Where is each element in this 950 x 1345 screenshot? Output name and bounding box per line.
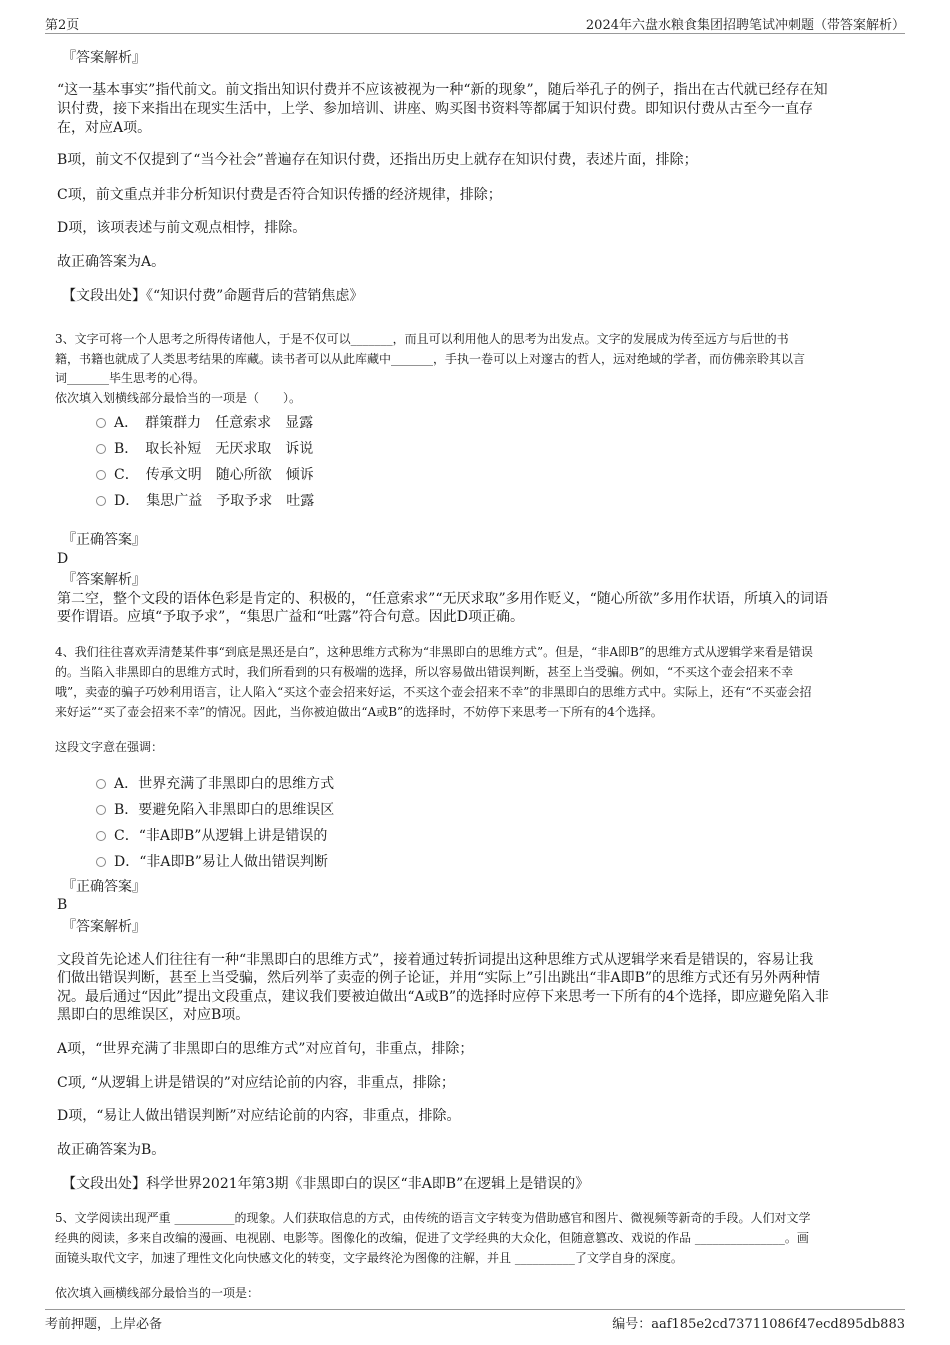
radio-icon[interactable]: [96, 805, 106, 815]
q3-analysis-line: 第二空，整个文段的语体色彩是肯定的、积极的，“任意索求”“无厌求取”多用作贬义，“随心所欲”多用作状语，所填入的词语: [57, 591, 828, 607]
q5-stem-line: 面镜头取代文字，加速了理性文化向快感文化的转变，文字最终沦为图像的注解，并且 __________了文学自身的深度。: [55, 1251, 683, 1265]
q4-option-a[interactable]: A．世界充满了非黑即白的思维方式: [96, 773, 334, 793]
radio-icon[interactable]: [96, 831, 106, 841]
q4-answer-label: 『正确答案』: [62, 879, 146, 895]
footer-slogan: 考前押题，上岸必备: [45, 1317, 163, 1332]
q4-stem-line: 来好运”“买了壶会招来不幸”的情况。因此，当你被迫做出“A或B”的选择时，不妨停下来思考一下所有的4个选择。: [55, 705, 663, 719]
radio-icon[interactable]: [96, 418, 106, 428]
q4-analysis-line: 黑即白的思维误区，对应B项。: [57, 1007, 250, 1023]
header-divider: [45, 33, 905, 34]
radio-icon[interactable]: [96, 857, 106, 867]
q4-option-c[interactable]: C．“非A即B”从逻辑上讲是错误的: [96, 825, 327, 845]
q4-source: 【文段出处】科学世界2021年第3期《非黑即白的误区“非A即B”在逻辑上是错误的》: [62, 1176, 590, 1192]
q4-analysis-label: 『答案解析』: [62, 919, 146, 935]
page-number: 第2页: [45, 18, 80, 33]
q2-option-d-note: D项，该项表述与前文观点相悖，排除。: [57, 220, 307, 236]
q3-analysis-label: 『答案解析』: [62, 572, 146, 588]
q3-stem-line: 词_______毕生思考的心得。: [55, 371, 206, 385]
q3-analysis-line: 要作谓语。应填“予取予求”，“集思广益和“吐露”符合句意。因此D项正确。: [57, 609, 525, 625]
q4-answer: B: [57, 897, 68, 913]
q4-conclusion: 故正确答案为B。: [57, 1142, 166, 1158]
radio-icon[interactable]: [96, 496, 106, 506]
q3-answer: D: [57, 551, 69, 567]
q3-option-d[interactable]: D． 集思广益 予取予求 吐露: [96, 490, 314, 510]
q3-stem-line: 籍，书籍也就成了人类思考结果的库藏。读书者可以从此库藏中_______，手执一卷可以上对邃古的哲人，远对绝域的学者，而仿佛亲聆其以言: [55, 352, 806, 366]
q3-answer-label: 『正确答案』: [62, 532, 146, 548]
q4-option-c-note: C项, “从逻辑上讲是错误的”对应结论前的内容，非重点，排除；: [57, 1075, 455, 1091]
q2-option-b-note: B项，前文不仅提到了“当今社会”普遍存在知识付费，还指出历史上就存在知识付费，表述片面，排除；: [57, 152, 698, 168]
q4-option-a-note: A项，“世界充满了非黑即白的思维方式”对应首句，非重点，排除；: [57, 1041, 474, 1057]
q2-analysis-line: 在，对应A项。: [57, 120, 152, 136]
q2-analysis-line: “这一基本事实”指代前文。前文指出知识付费并不应该被视为一种“新的现象”，随后举孔子的例子，指出在古代就已经存在知: [57, 82, 828, 98]
q4-prompt: 这段文字意在强调：: [55, 740, 164, 754]
q3-option-b[interactable]: B． 取长补短 无厌求取 诉说: [96, 438, 313, 458]
q2-analysis-label: 『答案解析』: [62, 50, 146, 66]
q4-analysis-line: 文段首先论述人们往往有一种“非黑即白的思维方式”，接着通过转折词提出这种思维方式从逻辑学来看是错误的，容易让我: [57, 952, 814, 968]
q2-conclusion: 故正确答案为A。: [57, 254, 166, 270]
q4-analysis-line: 况。最后通过“因此”提出文段重点，建议我们要被迫做出“A或B”的选择时应停下来思考一下所有的4个选择，即应避免陷入非: [57, 989, 829, 1005]
radio-icon[interactable]: [96, 444, 106, 454]
q3-stem-line: 3、文字可将一个人思考之所得传诸他人，于是不仅可以_______，而且可以利用他人的思考为出发点。文字的发展成为传至远方与后世的书: [55, 332, 789, 346]
q2-analysis-line: 识付费，接下来指出在现实生活中，上学、参加培训、讲座、购买图书资料等都属于知识付费。即知识付费从古至今一直存: [57, 101, 813, 117]
radio-icon[interactable]: [96, 779, 106, 789]
q5-prompt: 依次填入画横线部分最恰当的一项是：: [55, 1286, 260, 1300]
q4-option-d-note: D项，“易让人做出错误判断”对应结论前的内容，非重点，排除。: [57, 1108, 461, 1124]
q2-source: 【文段出处】《“知识付费”命题背后的营销焦虑》: [62, 288, 364, 304]
q2-option-c-note: C项，前文重点并非分析知识付费是否符合知识传播的经济规律，排除；: [57, 187, 502, 203]
q3-option-c[interactable]: C． 传承文明 随心所欲 倾诉: [96, 464, 314, 484]
q4-stem-line: 哦”，卖壶的骗子巧妙利用语言，让人陷入“买这个壶会招来好运，不买这个壶会招来不幸”的非黑即白的思维方式中。实际上，还有“不买壶会招: [55, 685, 812, 699]
q3-option-a[interactable]: A． 群策群力 任意索求 显露: [96, 412, 313, 432]
q4-stem-line: 4、我们往往喜欢弄清楚某件事“到底是黑还是白”，这种思维方式称为“非黑即白的思维方式”。但是，“非A即B”的思维方式从逻辑学来看是错误: [55, 645, 813, 659]
q4-analysis-line: 们做出错误判断，甚至上当受骗，然后列举了卖壶的例子论证，并用“实际上”引出跳出“非A即B”的思维方式还有另外两种情: [57, 970, 821, 986]
radio-icon[interactable]: [96, 470, 106, 480]
q3-stem-line: 依次填入划横线部分最恰当的一项是（ ）。: [55, 391, 302, 405]
q4-stem-line: 的。当陷入非黑即白的思维方式时，我们所看到的只有极端的选择，所以容易做出错误判断，甚至上当受骗。例如，“不买这个壶会招来不幸: [55, 665, 794, 679]
q5-stem-line: 5、文学阅读出现严重 __________的现象。人们获取信息的方式，由传统的语言文字转变为借助感官和图片、微视频等新奇的手段。人们对文学: [55, 1211, 811, 1225]
q4-option-d[interactable]: D．“非A即B”易让人做出错误判断: [96, 851, 328, 871]
q4-option-b[interactable]: B．要避免陷入非黑即白的思维误区: [96, 799, 334, 819]
document-id: 编号：aaf185e2cd73711086f47ecd895db883: [612, 1317, 905, 1332]
footer-divider: [45, 1309, 905, 1310]
q5-stem-line: 经典的阅读，多来自改编的漫画、电视剧、电影等。图像化的改编，促进了文学经典的大众化，但随意篡改、戏说的作品 _______________。画: [55, 1231, 809, 1245]
document-title: 2024年六盘水粮食集团招聘笔试冲刺题（带答案解析）: [585, 18, 905, 33]
